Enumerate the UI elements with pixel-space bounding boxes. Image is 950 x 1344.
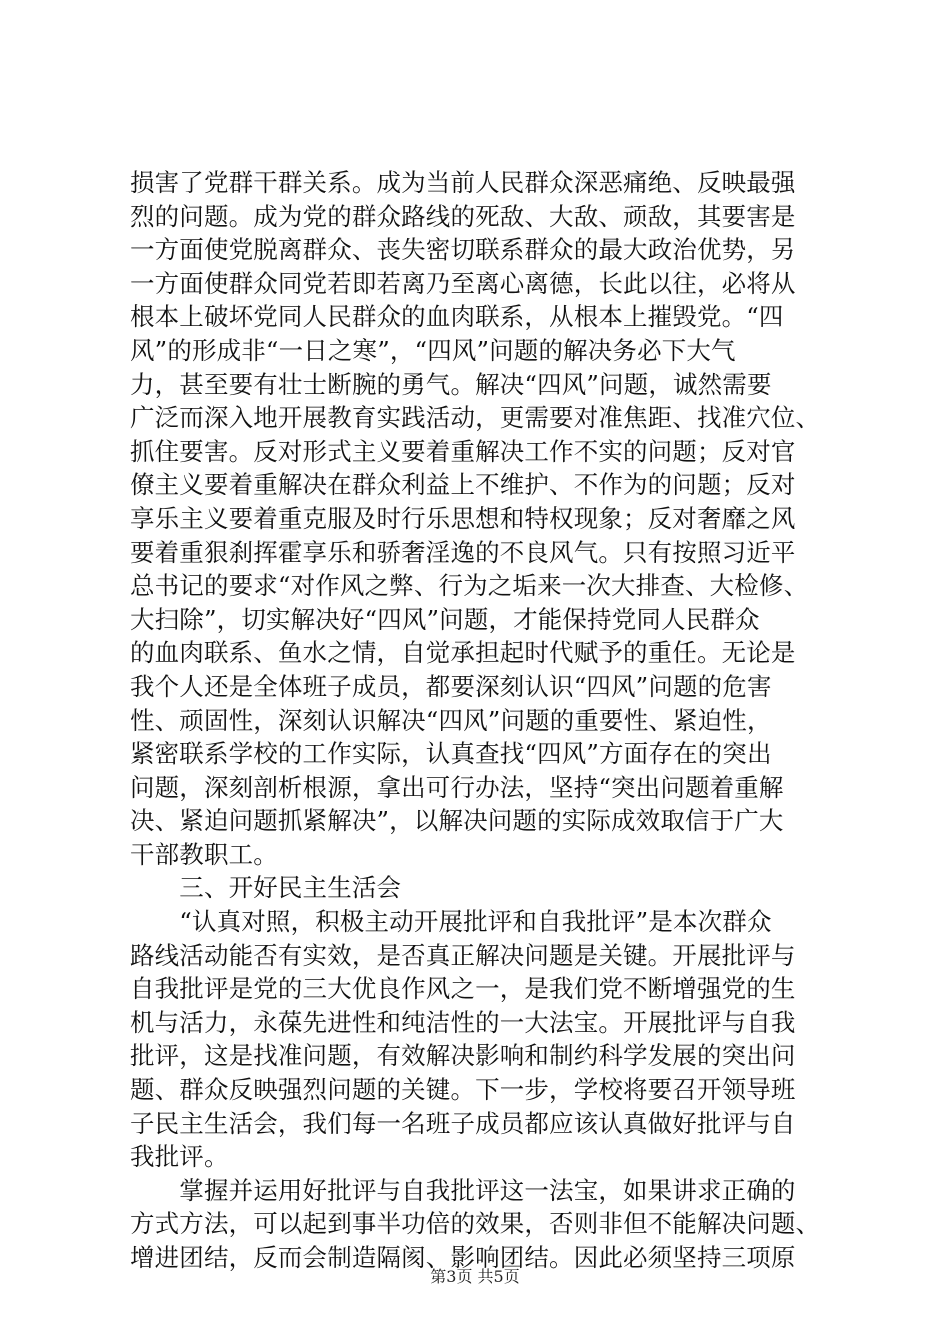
text-line: 机与活力，永葆先进性和纯洁性的一大法宝。开展批评与自我	[130, 1007, 796, 1037]
text-line: 紧密联系学校的工作实际，认真查找“四风”方面存在的突出	[130, 739, 772, 769]
text-line: 风”的形成非“一日之寒”，“四风”问题的解决务必下大气	[130, 335, 736, 365]
text-line: 根本上破坏党同人民群众的血肉联系，从根本上摧毁党。“四	[130, 302, 784, 332]
text-line: 要着重狠刹挥霍享乐和骄奢淫逸的不良风气。只有按照习近平	[130, 537, 796, 567]
text-line: 批评，这是找准问题，有效解决影响和制约科学发展的突出问	[130, 1041, 796, 1071]
text-line: 一方面使党脱离群众、丧失密切联系群众的最大政治优势，另	[130, 235, 796, 265]
text-line: 问题，深刻剖析根源，拿出可行办法，坚持“突出问题着重解	[130, 772, 784, 802]
text-line: 决、紧迫问题抓紧解决”，以解决问题的实际成效取信于广大	[130, 806, 784, 836]
text-line: “认真对照，积极主动开展批评和自我批评”是本次群众	[130, 907, 772, 937]
section-heading: 三、开好民主生活会	[130, 873, 402, 903]
text-line: 增进团结，反而会制造隔阂、影响团结。因此必须坚持三项原	[130, 1243, 796, 1272]
text-line: 烈的问题。成为党的群众路线的死敌、大敌、顽敌，其要害是	[130, 201, 796, 231]
text-line: 僚主义要着重解决在群众利益上不维护、不作为的问题；反对	[130, 470, 796, 500]
text-line: 总书记的要求“对作风之弊、行为之垢来一次大排查、大检修、	[130, 571, 809, 601]
text-line: 享乐主义要着重克服及时行乐思想和特权现象；反对奢靡之风	[130, 503, 796, 533]
text-line: 方式方法，可以起到事半功倍的效果，否则非但不能解决问题、	[130, 1209, 821, 1239]
text-line: 大扫除”，切实解决好“四风”问题，才能保持党同人民群众	[130, 604, 760, 634]
document-body	[130, 166, 830, 1275]
text-line: 性、顽固性，深刻认识解决“四风”问题的重要性、紧迫性，	[130, 705, 772, 735]
text-line: 一方面使群众同党若即若离乃至离心离德，长此以往，必将从	[130, 268, 796, 298]
text-line: 干部教职工。	[130, 839, 278, 869]
text-line: 力，甚至要有壮士断腕的勇气。解决“四风”问题，诚然需要	[130, 369, 772, 399]
text-line: 广泛而深入地开展教育实践活动，更需要对准焦距、找准穴位、	[130, 403, 821, 433]
text-line: 自我批评是党的三大优良作风之一，是我们党不断增强党的生	[130, 974, 796, 1004]
text-line: 损害了党群干群关系。成为当前人民群众深恶痛绝、反映最强	[130, 168, 796, 197]
text-line: 我批评。	[130, 1142, 229, 1172]
text-line: 我个人还是全体班子成员，都要深刻认识“四风”问题的危害	[130, 671, 772, 701]
page-number-footer: 第3页 共5页	[430, 1267, 520, 1286]
text-line: 掌握并运用好批评与自我批评这一法宝，如果讲求正确的	[130, 1175, 796, 1205]
text-line: 的血肉联系、鱼水之情，自觉承担起时代赋予的重任。无论是	[130, 638, 796, 668]
text-line: 题、群众反映强烈问题的关键。下一步，学校将要召开领导班	[130, 1075, 796, 1105]
text-line: 路线活动能否有实效，是否真正解决问题是关键。开展批评与	[130, 940, 796, 970]
text-line: 子民主生活会，我们每一名班子成员都应该认真做好批评与自	[130, 1108, 796, 1138]
text-line: 抓住要害。反对形式主义要着重解决工作不实的问题；反对官	[130, 436, 796, 466]
